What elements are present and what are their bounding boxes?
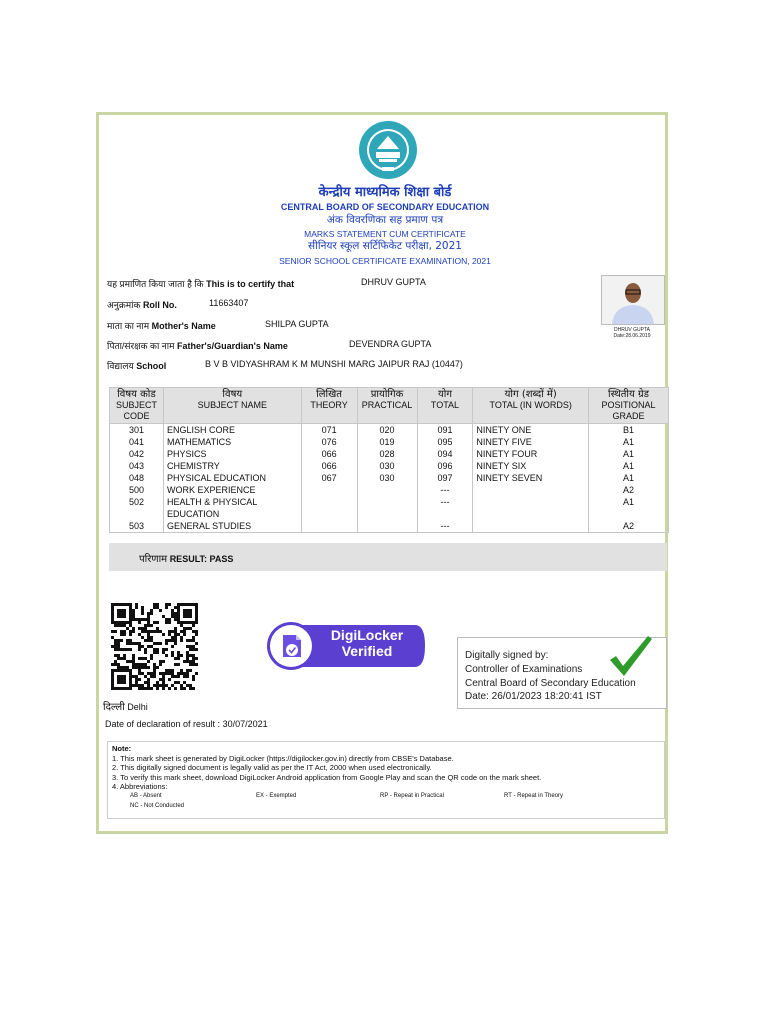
positional-grade: A2 — [589, 484, 669, 496]
subject-name: PHYSICS — [163, 448, 301, 460]
positional-grade: A2 — [589, 520, 669, 533]
theory-marks: 076 — [301, 436, 357, 448]
father-name-label: पिता/संरक्षक का नाम Father's/Guardian's Name — [107, 341, 288, 351]
signature-line: Central Board of Secondary Education — [465, 678, 636, 689]
school-label: विद्यालय School — [107, 361, 167, 371]
total-marks: 096 — [417, 460, 473, 472]
header-theory: लिखित THEORY — [301, 388, 357, 424]
total-marks: 094 — [417, 448, 473, 460]
cbse-emblem-icon — [357, 119, 419, 181]
place-label: दिल्ली Delhi — [103, 702, 148, 713]
total-in-words — [473, 496, 589, 520]
theory-marks — [301, 496, 357, 520]
total-in-words — [473, 484, 589, 496]
mother-name-label: माता का नाम Mother's Name — [107, 321, 216, 331]
positional-grade: A1 — [589, 472, 669, 484]
photo-caption: DHRUV GUPTA Date:28.06.2019 — [613, 327, 651, 339]
signature-line: Digitally signed by: — [465, 650, 549, 661]
subject-code: 503 — [110, 520, 164, 533]
subject-name: GENERAL STUDIES — [163, 520, 301, 533]
header-subject-name: विषय SUBJECT NAME — [163, 388, 301, 424]
father-name-value: DEVENDRA GUPTA — [349, 339, 432, 349]
certify-label: यह प्रमाणित किया जाता है कि This is to certify that — [107, 279, 295, 289]
positional-grade: A1 — [589, 460, 669, 472]
signature-line: Controller of Examinations — [465, 664, 583, 675]
result-text: परिणाम RESULT: PASS — [139, 554, 234, 565]
practical-marks: 019 — [357, 436, 417, 448]
total-marks: --- — [417, 520, 473, 533]
theory-marks — [301, 484, 357, 496]
total-marks: 097 — [417, 472, 473, 484]
mother-name-value: SHILPA GUPTA — [265, 319, 329, 329]
subject-code: 042 — [110, 448, 164, 460]
total-in-words: NINETY SIX — [473, 460, 589, 472]
total-in-words: NINETY ONE — [473, 424, 589, 437]
marks-statement — [96, 112, 668, 834]
abbreviation: EX - Exempted — [256, 792, 297, 799]
theory-marks: 066 — [301, 448, 357, 460]
qr-code-icon[interactable] — [107, 603, 203, 691]
subject-code: 301 — [110, 424, 164, 437]
total-marks: 091 — [417, 424, 473, 437]
exam-title-hindi: सीनियर स्कूल सर्टिफिकेट परीक्षा, 2021 — [308, 240, 462, 252]
board-name-hindi: केन्द्रीय माध्यमिक शिक्षा बोर्ड — [318, 185, 452, 200]
total-in-words — [473, 520, 589, 533]
document-title-english: MARKS STATEMENT CUM CERTIFICATE — [304, 229, 466, 239]
header-practical: प्रायोगिक PRACTICAL — [357, 388, 417, 424]
declaration-date: Date of declaration of result : 30/07/2021 — [105, 719, 268, 729]
digilocker-text: DigiLocker Verified — [330, 627, 404, 659]
subject-name: WORK EXPERIENCE — [163, 484, 301, 496]
abbreviation: AB - Absent — [130, 792, 162, 799]
practical-marks: 030 — [357, 472, 417, 484]
positional-grade: A1 — [589, 496, 669, 520]
practical-marks: 020 — [357, 424, 417, 437]
subject-code: 500 — [110, 484, 164, 496]
table-row — [110, 496, 669, 520]
header-subject-code: विषय कोड SUBJECT CODE — [110, 388, 164, 424]
roll-no-value: 11663407 — [209, 298, 249, 308]
theory-marks: 066 — [301, 460, 357, 472]
digital-signature-box — [457, 637, 667, 709]
school-value: B V B VIDYASHRAM K M MUNSHI MARG JAIPUR RAJ (10447) — [205, 359, 463, 369]
header-total: योग TOTAL — [417, 388, 473, 424]
table-row — [110, 520, 669, 533]
total-in-words: NINETY FOUR — [473, 448, 589, 460]
theory-marks — [301, 520, 357, 533]
table-row — [110, 484, 669, 496]
theory-marks: 067 — [301, 472, 357, 484]
table-header-row — [110, 388, 669, 424]
total-in-words: NINETY SEVEN — [473, 472, 589, 484]
signature-date: Date: 26/01/2023 18:20:41 IST — [465, 691, 602, 702]
practical-marks — [357, 520, 417, 533]
roll-no-label: अनुक्रमांक Roll No. — [107, 300, 177, 310]
marks-table — [109, 387, 669, 533]
practical-marks — [357, 496, 417, 520]
positional-grade: A1 — [589, 448, 669, 460]
note-item: 4. Abbreviations: — [112, 782, 168, 791]
total-marks: 095 — [417, 436, 473, 448]
subject-code: 043 — [110, 460, 164, 472]
abbreviation: NC - Not Conducted — [130, 802, 185, 809]
subject-name: HEALTH & PHYSICAL EDUCATION — [163, 496, 301, 520]
note-item: 1. This mark sheet is generated by DigiLocker (https://digilocker.gov.in) directly from CBSE's Database. — [112, 753, 454, 763]
subject-code: 048 — [110, 472, 164, 484]
student-photo — [601, 275, 665, 325]
check-mark-icon — [606, 634, 654, 678]
document-title-hindi: अंक विवरणिका सह प्रमाण पत्र — [326, 214, 444, 226]
positional-grade: A1 — [589, 436, 669, 448]
practical-marks: 030 — [357, 460, 417, 472]
table-row — [110, 436, 669, 448]
student-name: DHRUV GUPTA — [361, 277, 426, 287]
practical-marks: 028 — [357, 448, 417, 460]
subject-name: MATHEMATICS — [163, 436, 301, 448]
theory-marks: 071 — [301, 424, 357, 437]
abbreviation: RT - Repeat in Theory — [504, 792, 564, 799]
header-total-words: योग (शब्दों में) TOTAL (IN WORDS) — [473, 388, 589, 424]
subject-name: CHEMISTRY — [163, 460, 301, 472]
subject-name: ENGLISH CORE — [163, 424, 301, 437]
total-in-words: NINETY FIVE — [473, 436, 589, 448]
subject-name: PHYSICAL EDUCATION — [163, 472, 301, 484]
person-photo-icon — [602, 276, 664, 324]
note-box — [107, 741, 665, 819]
abbreviation: RP - Repeat in Practical — [380, 792, 444, 799]
board-name-english: CENTRAL BOARD OF SECONDARY EDUCATION — [280, 202, 490, 212]
note-title: Note: — [112, 744, 132, 753]
subject-code: 502 — [110, 496, 164, 520]
table-row — [110, 460, 669, 472]
header-positional-grade: स्थितीय ग्रेड POSITIONAL GRADE — [589, 388, 669, 424]
table-row — [110, 448, 669, 460]
result-bar — [109, 543, 667, 571]
note-item: 2. This digitally signed document is legally valid as per the IT Act, 2000 when used electronically. — [112, 763, 432, 772]
note-item: 3. To verify this mark sheet, download DigiLocker Android application from Google Play and scan the QR code on the mark sheet. — [112, 772, 542, 782]
total-marks: --- — [417, 484, 473, 496]
table-row — [110, 424, 669, 437]
positional-grade: B1 — [589, 424, 669, 437]
practical-marks — [357, 484, 417, 496]
total-marks: --- — [417, 496, 473, 520]
exam-title-english: SENIOR SCHOOL CERTIFICATE EXAMINATION, 2021 — [279, 256, 491, 266]
subject-code: 041 — [110, 436, 164, 448]
table-row — [110, 472, 669, 484]
